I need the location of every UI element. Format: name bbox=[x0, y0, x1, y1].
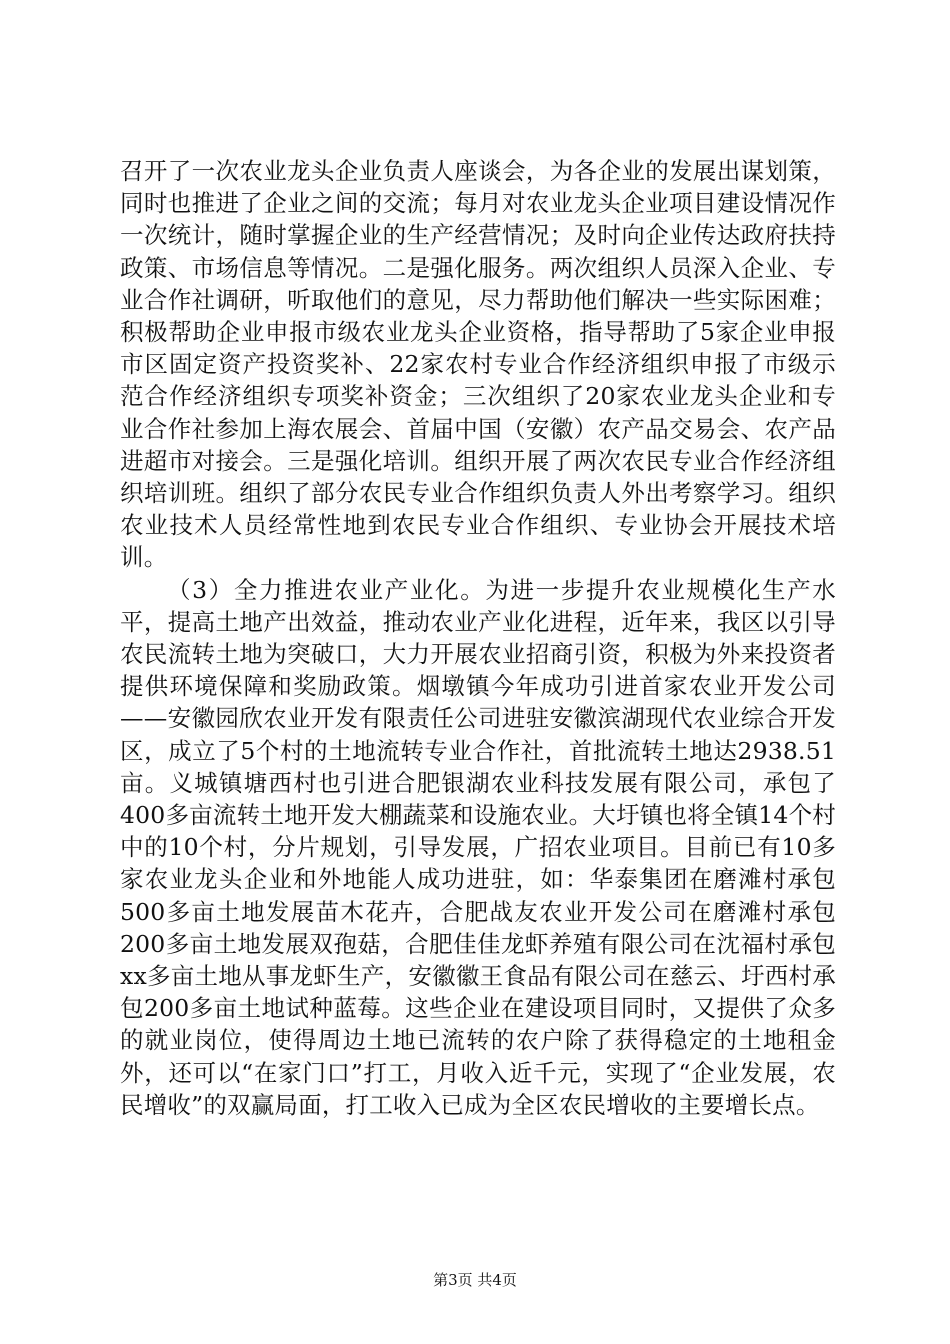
body-paragraph: （3）全力推进农业产业化。为进一步提升农业规模化生产水平，提高土地产出效益，推动农业产业化进程，近年来，我区以引导农民流转土地为突破口，大力开展农业招商引资，积极为外来投资者提供环境保障和奖励政策。烟墩镇今年成功引进首家农业开发公司——安徽园欣农业开发有限责任公司进驻安徽滨湖现代农业综合开发区，成立了5个村的土地流转专业合作社，首批流转土地达2938.51亩。义城镇塘西村也引进合肥银湖农业科技发展有限公司，承包了400多亩流转土地开发大棚蔬菜和设施农业。大圩镇也将全镇14个村中的10个村，分片规划，引导发展，广招农业项目。目前已有10多家农业龙头企业和外地能人成功进驻，如：华泰集团在磨滩村承包500多亩土地发展苗木花卉，合肥战友农业开发公司在磨滩村承包200多亩土地发展双孢菇，合肥佳佳龙虾养殖有限公司在沈福村承包xx多亩土地从事龙虾生产，安徽徽王食品有限公司在慈云、圩西村承包200多亩土地试种蓝莓。这些企业在建设项目同时，又提供了众多的就业岗位，使得周边土地已流转的农户除了获得稳定的土地租金外，还可以“在家门口”打工，月收入近千元，实现了“企业发展，农民增收”的双赢局面，打工收入已成为全区农民增收的主要增长点。 bbox=[120, 575, 836, 1119]
body-paragraph: 召开了一次农业龙头企业负责人座谈会，为各企业的发展出谋划策，同时也推进了企业之间的交流；每月对农业龙头企业项目建设情况作一次统计，随时掌握企业的生产经营情况；及时向企业传达政府扶持政策、市场信息等情况。二是强化服务。两次组织人员深入企业、专业合作社调研，听取他们的意见，尽力帮助他们解决一些实际困难；积极帮助企业申报市级农业龙头企业资格，指导帮助了5家企业申报市区固定资产投资奖补、22家农村专业合作经济组织申报了市级示范合作经济组织专项奖补资金；三次组织了20家农业龙头企业和专业合作社参加上海农展会、首届中国（安徽）农产品交易会、农产品进超市对接会。三是强化培训。组织开展了两次农民专业合作经济组织培训班。组织了部分农民专业合作组织负责人外出考察学习。组织农业技术人员经常性地到农民专业合作组织、专业协会开展技术培训。 bbox=[120, 157, 836, 572]
document-body bbox=[120, 155, 836, 1121]
page-number-footer: 第3页 共4页 bbox=[433, 1271, 517, 1289]
